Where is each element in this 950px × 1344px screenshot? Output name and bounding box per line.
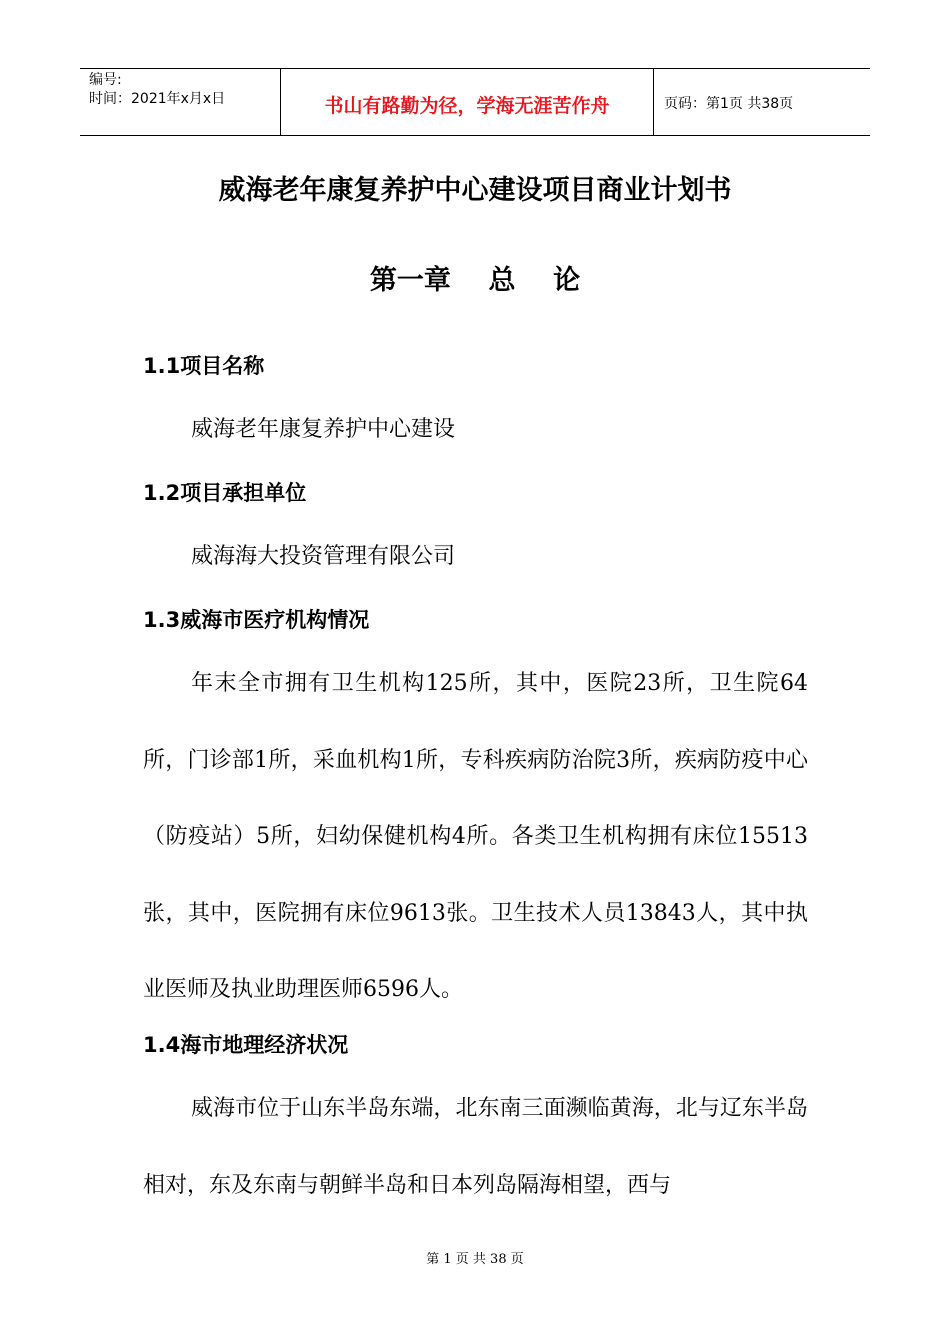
section-heading-1-1: 1.1项目名称 bbox=[143, 354, 265, 378]
page-footer: 第 1 页 共 38 页 bbox=[426, 1252, 524, 1267]
header-meta-cell bbox=[80, 69, 281, 135]
header-page-info: 页码：第1页 共38页 bbox=[664, 96, 794, 112]
header-motto: 书山有路勤为径，学海无涯苦作舟 bbox=[281, 69, 654, 135]
section-body-1-3: 年末全市拥有卫生机构125所，其中，医院23所，卫生院64所，门诊部1所，采血机构1所，专科疾病防治院3所，疾病防疫中心（防疫站）5所，妇幼保健机构4所。各类卫生机构拥有床位15513张，其中，医院拥有床位9613张。卫生技术人员13843人，其中执业医师及执业助理医师6596人。 bbox=[143, 671, 808, 1002]
time-label: 时间：2021年x月x日 bbox=[89, 91, 226, 107]
page-header bbox=[80, 68, 870, 136]
chapter-title: 第一章 总 论 bbox=[369, 265, 581, 296]
section-body-1-1: 威海老年康复养护中心建设 bbox=[191, 417, 456, 442]
section-body-1-2: 威海海大投资管理有限公司 bbox=[191, 544, 456, 569]
document-title: 威海老年康复养护中心建设项目商业计划书 bbox=[218, 175, 732, 206]
section-heading-1-4: 1.4海市地理经济状况 bbox=[143, 1033, 349, 1057]
number-label: 编号: bbox=[89, 72, 122, 88]
section-body-1-4: 威海市位于山东半岛东端，北东南三面濒临黄海，北与辽东半岛相对，东及东南与朝鲜半岛和日本列岛隔海相望，西与 bbox=[143, 1096, 808, 1198]
section-heading-1-3: 1.3威海市医疗机构情况 bbox=[143, 608, 370, 632]
section-heading-1-2: 1.2项目承担单位 bbox=[143, 481, 307, 505]
